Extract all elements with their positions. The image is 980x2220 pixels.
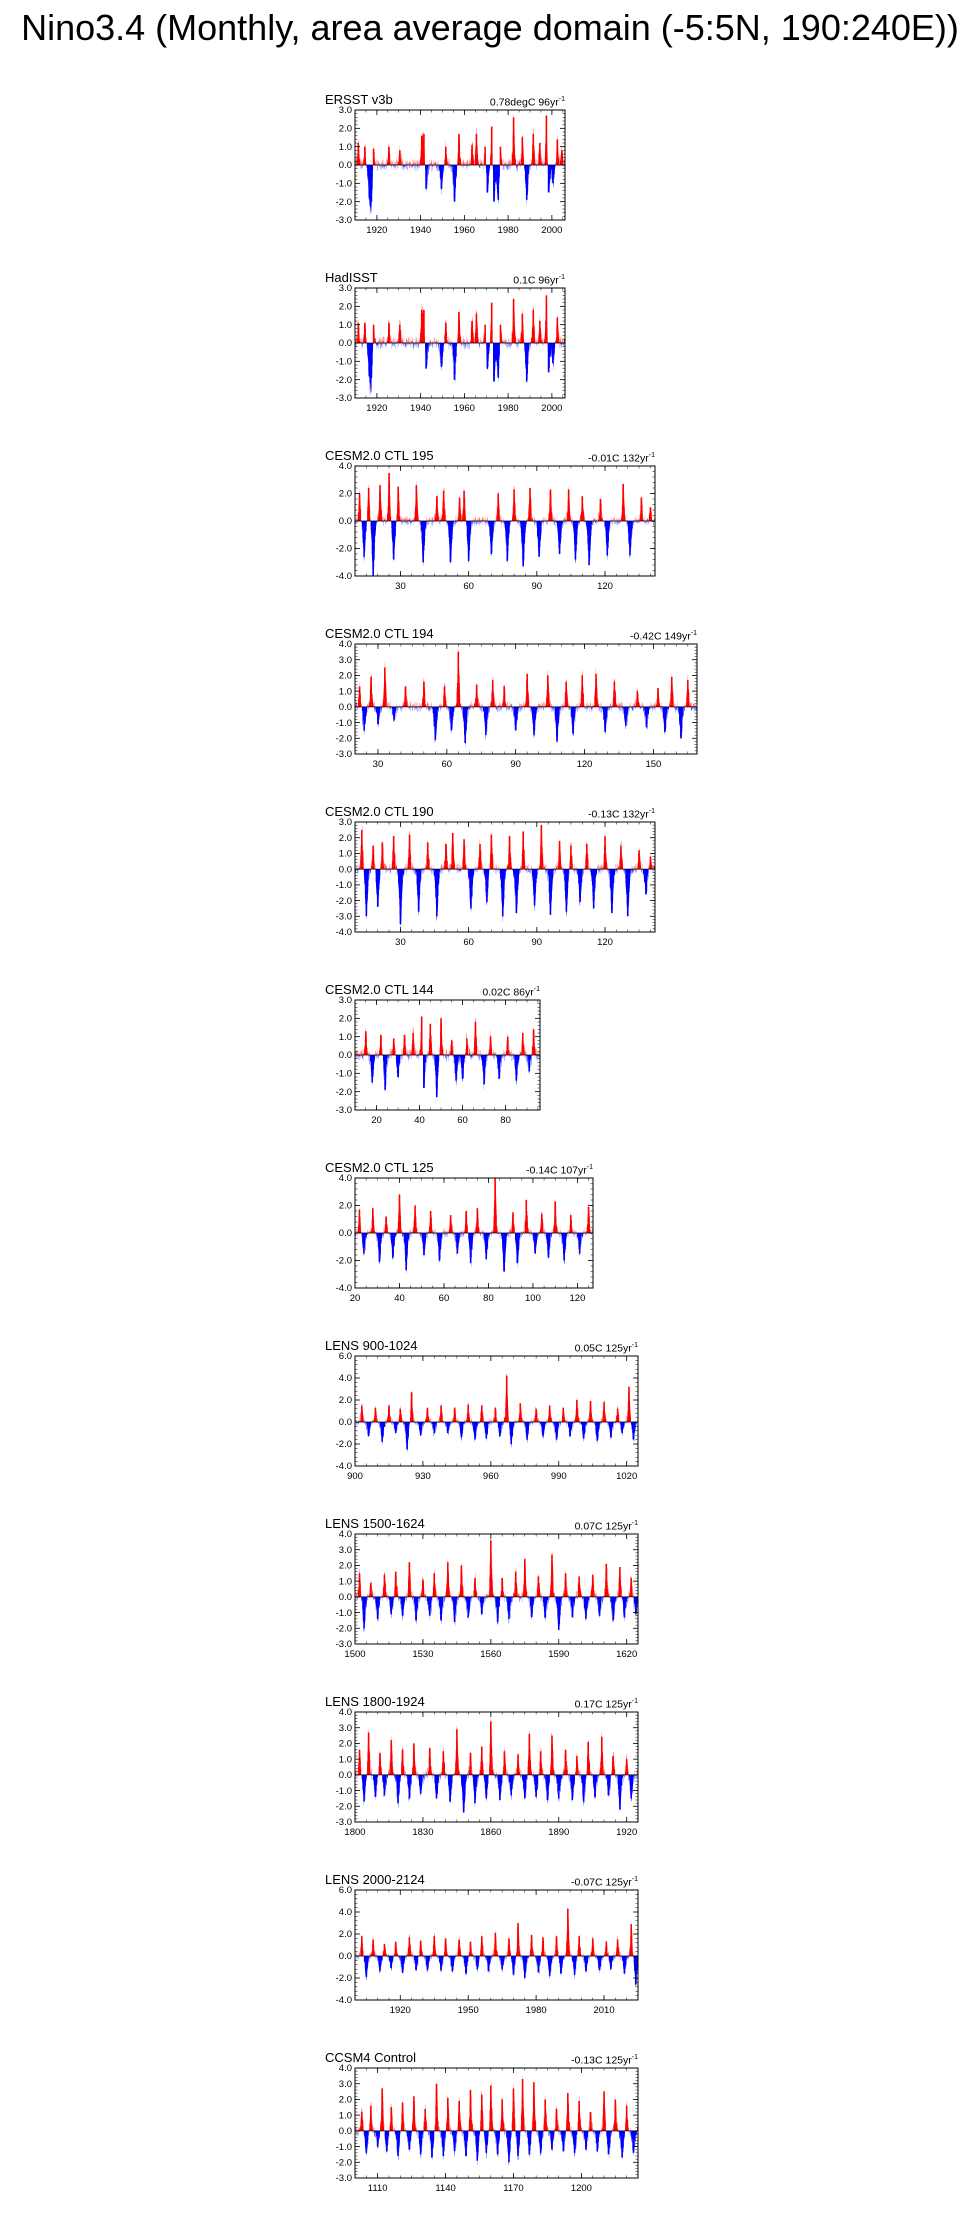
chart-plot [325, 1529, 646, 1660]
panel-title: CESM2.0 CTL 144 [325, 982, 434, 997]
panel-stat-text: -0.01C 132yr [588, 452, 649, 465]
x-tick-label: 1920 [366, 225, 388, 236]
negative-bars [355, 343, 565, 394]
y-tick-label: 1.0 [338, 1031, 352, 1043]
x-tick-label: 1560 [480, 1649, 502, 1660]
positive-anomaly-bars [355, 1907, 633, 1956]
x-tick-label: 930 [414, 1471, 431, 1482]
x-tick-label: 90 [531, 937, 543, 948]
x-tick-label: 60 [463, 937, 474, 948]
x-tick-label: 30 [372, 759, 384, 770]
positive-bars [355, 1178, 593, 1233]
panel-stat-text: 0.02C 86yr [482, 986, 534, 999]
x-tick-label: 1980 [497, 225, 519, 236]
panel-stat-text: -0.13C 132yr [588, 808, 649, 821]
y-tick-label: 0.0 [338, 1951, 352, 1963]
chart-panel [325, 626, 705, 768]
x-tick-label: 1140 [435, 2183, 456, 2194]
panel-stat-exponent: -1 [690, 630, 697, 637]
panel-stat-text: -0.42C 149yr [630, 630, 691, 643]
y-tick-label: 6.0 [338, 1351, 352, 1363]
x-tick-label: 120 [597, 937, 613, 948]
y-tick-label: -4.0 [335, 571, 352, 583]
positive-bars [355, 1539, 633, 1597]
chart-plot [325, 461, 663, 592]
chart-panel [325, 982, 548, 1124]
panel-stat-exponent: -1 [631, 1342, 638, 1349]
chart-panel [325, 1516, 646, 1658]
x-tick-label: 1500 [344, 1649, 366, 1660]
y-tick-label: 4.0 [338, 461, 352, 473]
y-tick-label: 2.0 [338, 2094, 352, 2106]
x-tick-label: 1200 [570, 2183, 592, 2194]
x-tick-label: 2000 [541, 225, 563, 236]
x-tick-label: 60 [441, 759, 453, 770]
y-tick-label: 3.0 [338, 995, 352, 1007]
y-tick-label: -4.0 [335, 1995, 352, 2007]
chart-plot [325, 817, 663, 948]
y-tick-label: -2.0 [335, 1623, 352, 1635]
y-tick-label: 0.0 [338, 1228, 352, 1240]
positive-bars [355, 1907, 633, 1956]
chart-plot [325, 639, 705, 770]
y-tick-label: -2.0 [335, 1973, 352, 1985]
x-tick-label: 60 [457, 1115, 468, 1126]
y-tick-label: 2.0 [338, 1929, 352, 1941]
panel-title: CCSM4 Control [325, 2050, 417, 2065]
y-tick-label: 2.0 [338, 1200, 352, 1212]
x-tick-label: 150 [645, 759, 662, 770]
y-tick-label: -2.0 [335, 374, 352, 386]
page-title: Nino3.4 (Monthly, area average domain (-5:5N, 190:240E)) [21, 7, 959, 48]
chart-panel [325, 270, 573, 412]
panel-stat-exponent: -1 [631, 1876, 638, 1883]
plot-frame [355, 1712, 638, 1822]
panel-stat-exponent: -1 [533, 986, 540, 993]
negative-bars [355, 1422, 638, 1452]
x-tick-label: 1830 [412, 1827, 434, 1838]
x-tick-label: 1890 [548, 1827, 570, 1838]
panel-stat-exponent: -1 [631, 1520, 638, 1527]
y-tick-label: 4.0 [338, 2063, 352, 2075]
y-tick-label: 0.0 [338, 2126, 352, 2138]
y-tick-label: 4.0 [338, 1707, 352, 1719]
x-tick-label: 30 [395, 581, 406, 592]
positive-anomaly-bars [355, 1178, 593, 1233]
y-tick-label: 1.0 [338, 848, 352, 860]
negative-bars [355, 1055, 540, 1098]
panel-stat-text: 0.1C 96yr [513, 274, 559, 287]
y-tick-label: 2.0 [338, 1560, 352, 1572]
y-tick-label: 1.0 [338, 2110, 352, 2122]
x-tick-label: 1800 [344, 1827, 366, 1838]
x-tick-label: 1020 [616, 1471, 638, 1482]
chart-panel [325, 804, 663, 946]
x-tick-label: 80 [500, 1115, 511, 1126]
x-tick-label: 1920 [616, 1827, 638, 1838]
panel-title: LENS 2000-2124 [325, 1872, 425, 1887]
y-tick-label: 2.0 [338, 1013, 352, 1025]
y-tick-label: -1.0 [335, 717, 352, 729]
y-tick-label: 0.0 [338, 1592, 352, 1604]
y-tick-label: 2.0 [338, 123, 352, 135]
event-peaks [360, 1721, 632, 1812]
y-tick-label: -4.0 [335, 1283, 352, 1295]
chart-panel [325, 92, 573, 234]
y-tick-label: 2.0 [338, 1395, 352, 1407]
negative-bars [356, 1956, 638, 1987]
y-tick-label: -2.0 [335, 543, 352, 555]
panel-stat-exponent: -1 [631, 1698, 638, 1705]
x-tick-label: 990 [550, 1471, 567, 1482]
event-peaks [360, 1540, 636, 1630]
x-tick-label: 30 [395, 937, 406, 948]
y-tick-label: 0.0 [338, 338, 352, 350]
negative-anomaly-bars [355, 343, 565, 394]
x-tick-label: 1590 [548, 1649, 570, 1660]
y-tick-label: -1.0 [335, 2141, 352, 2153]
negative-anomaly-bars [355, 1597, 638, 1632]
x-tick-label: 1860 [480, 1827, 502, 1838]
x-tick-label: 1920 [389, 2005, 411, 2016]
x-tick-label: 2000 [541, 403, 563, 414]
positive-bars [355, 2076, 638, 2131]
negative-anomaly-bars [356, 1233, 593, 1273]
panel-title: LENS 1800-1924 [325, 1694, 425, 1709]
y-tick-label: 0.0 [338, 160, 352, 172]
panel-title: ERSST v3b [325, 92, 393, 107]
y-tick-label: 0.0 [338, 1050, 352, 1062]
y-tick-label: -1.0 [335, 1785, 352, 1797]
x-tick-label: 1950 [457, 2005, 479, 2016]
x-tick-label: 60 [463, 581, 474, 592]
y-tick-label: -3.0 [335, 911, 352, 923]
negative-bars [356, 165, 565, 214]
chart-plot [325, 1351, 646, 1482]
positive-bars [355, 473, 655, 521]
x-tick-label: 2010 [593, 2005, 615, 2016]
panel-title: CESM2.0 CTL 125 [325, 1160, 434, 1175]
x-tick-label: 1530 [412, 1649, 434, 1660]
y-tick-label: 2.0 [338, 301, 352, 313]
panel-stat-exponent: -1 [558, 96, 565, 103]
y-tick-label: 2.0 [338, 670, 352, 682]
y-tick-label: 3.0 [338, 817, 352, 829]
x-tick-label: 1960 [453, 225, 475, 236]
y-tick-label: 1.0 [338, 1576, 352, 1588]
plot-frame [355, 2068, 638, 2178]
y-tick-label: 0.0 [338, 1417, 352, 1429]
y-tick-label: -3.0 [335, 215, 352, 227]
x-tick-label: 90 [510, 759, 521, 770]
panel-stat-exponent: -1 [558, 274, 565, 281]
event-peaks [362, 2079, 634, 2162]
panel-stat-text: 0.05C 125yr [574, 1342, 632, 1355]
x-tick-label: 1980 [525, 2005, 547, 2016]
x-tick-label: 80 [483, 1293, 494, 1304]
negative-anomaly-bars [355, 1422, 638, 1452]
y-tick-label: -4.0 [335, 927, 352, 939]
panel-title: HadISST [325, 270, 378, 285]
x-tick-label: 40 [414, 1115, 425, 1126]
x-tick-label: 20 [349, 1293, 361, 1304]
y-tick-label: -3.0 [335, 393, 352, 405]
chart-plot [325, 2063, 646, 2194]
x-tick-label: 960 [482, 1471, 499, 1482]
y-tick-label: 3.0 [338, 105, 352, 117]
positive-anomaly-bars [355, 1539, 633, 1597]
y-tick-label: 3.0 [338, 2078, 352, 2090]
y-tick-label: 4.0 [338, 639, 352, 651]
x-tick-label: 120 [576, 759, 593, 770]
chart-panel [325, 1160, 601, 1302]
panel-title: LENS 900-1024 [325, 1338, 418, 1353]
chart-panel [325, 448, 663, 590]
event-peaks [362, 1909, 636, 1985]
x-tick-label: 1940 [410, 403, 432, 414]
chart-plot [325, 995, 548, 1126]
y-tick-label: -2.0 [335, 1439, 352, 1451]
y-tick-label: -1.0 [335, 1607, 352, 1619]
x-tick-label: 90 [531, 581, 543, 592]
panel-stat-text: -0.14C 107yr [526, 1164, 587, 1177]
y-tick-label: 1.0 [338, 1754, 352, 1766]
chart-plot [325, 1707, 646, 1838]
y-tick-label: 3.0 [338, 1722, 352, 1734]
y-tick-label: 2.0 [338, 488, 352, 500]
y-tick-label: 2.0 [338, 832, 352, 844]
x-tick-label: 1960 [453, 403, 475, 414]
panel-stat-text: 0.78degC 96yr [489, 96, 559, 109]
positive-anomaly-bars [355, 2076, 638, 2131]
panel-stat-exponent: -1 [648, 808, 655, 815]
y-tick-label: 4.0 [338, 1373, 352, 1385]
panel-title: CESM2.0 CTL 195 [325, 448, 434, 463]
x-tick-label: 1940 [410, 225, 432, 236]
y-tick-label: -3.0 [335, 749, 352, 761]
chart-panel [325, 1872, 646, 2014]
y-tick-label: -4.0 [335, 1461, 352, 1473]
chart-plot [325, 1173, 601, 1304]
y-tick-label: 1.0 [338, 686, 352, 698]
y-tick-label: -2.0 [335, 196, 352, 208]
positive-bars [355, 1017, 539, 1055]
y-tick-label: -2.0 [335, 1801, 352, 1813]
event-peaks [362, 1376, 634, 1450]
x-tick-label: 120 [569, 1293, 586, 1304]
y-tick-label: -1.0 [335, 178, 352, 190]
positive-anomaly-bars [355, 1017, 539, 1055]
negative-anomaly-bars [355, 1055, 540, 1098]
y-tick-label: 0.0 [338, 702, 352, 714]
positive-bars [355, 649, 696, 706]
x-tick-label: 1920 [366, 403, 388, 414]
y-tick-label: 4.0 [338, 1173, 352, 1185]
y-tick-label: 1.0 [338, 319, 352, 331]
x-tick-label: 1170 [503, 2183, 524, 2194]
positive-anomaly-bars [355, 473, 655, 521]
y-tick-label: -2.0 [335, 1086, 352, 1098]
positive-bars [355, 823, 654, 869]
panel-stat-text: -0.13C 125yr [571, 2054, 632, 2067]
y-tick-label: -3.0 [335, 1639, 352, 1651]
chart-panel [325, 1338, 646, 1480]
panel-stat-text: -0.07C 125yr [571, 1876, 632, 1889]
panel-stat-exponent: -1 [586, 1164, 593, 1171]
y-tick-label: 0.0 [338, 864, 352, 876]
y-tick-label: -3.0 [335, 1817, 352, 1829]
negative-anomaly-bars [356, 1956, 638, 1987]
y-tick-label: 1.0 [338, 141, 352, 153]
negative-bars [355, 1597, 638, 1632]
y-tick-label: -3.0 [335, 2173, 352, 2185]
x-tick-label: 60 [438, 1293, 450, 1304]
positive-bars [355, 1374, 637, 1422]
y-tick-label: 0.0 [338, 516, 352, 528]
panel-title: LENS 1500-1624 [325, 1516, 425, 1531]
y-tick-label: 3.0 [338, 283, 352, 295]
panel-title: CESM2.0 CTL 190 [325, 804, 434, 819]
positive-anomaly-bars [355, 1374, 637, 1422]
y-tick-label: 4.0 [338, 1529, 352, 1541]
x-tick-label: 40 [394, 1293, 405, 1304]
chart-plot [325, 105, 573, 236]
y-tick-label: -1.0 [335, 1068, 352, 1080]
panel-stat-text: 0.17C 125yr [574, 1698, 632, 1711]
positive-anomaly-bars [355, 1719, 638, 1775]
x-tick-label: 1980 [497, 403, 519, 414]
panel-title: CESM2.0 CTL 194 [325, 626, 434, 641]
chart-panel [325, 1694, 646, 1836]
panel-stat-exponent: -1 [648, 452, 655, 459]
y-tick-label: -2.0 [335, 1255, 352, 1267]
negative-bars [356, 521, 655, 576]
negative-anomaly-bars [356, 165, 565, 214]
y-tick-label: 6.0 [338, 1885, 352, 1897]
negative-anomaly-bars [356, 521, 655, 576]
y-tick-label: 3.0 [338, 1544, 352, 1556]
y-tick-label: -3.0 [335, 1105, 352, 1117]
positive-anomaly-bars [355, 649, 696, 706]
y-tick-label: -2.0 [335, 2157, 352, 2169]
y-tick-label: 0.0 [338, 1770, 352, 1782]
x-tick-label: 20 [371, 1115, 382, 1126]
event-peaks [362, 825, 651, 924]
x-tick-label: 1620 [616, 1649, 638, 1660]
chart-panel [325, 2050, 646, 2192]
y-tick-label: 2.0 [338, 1738, 352, 1750]
x-tick-label: 120 [597, 581, 613, 592]
x-tick-label: 1110 [367, 2183, 388, 2194]
positive-bars [355, 1719, 638, 1775]
panel-stat-text: 0.07C 125yr [574, 1520, 632, 1533]
positive-anomaly-bars [355, 823, 654, 869]
y-tick-label: -2.0 [335, 733, 352, 745]
y-tick-label: 4.0 [338, 1907, 352, 1919]
chart-plot [325, 283, 573, 414]
negative-bars [356, 1233, 593, 1273]
y-tick-label: -2.0 [335, 895, 352, 907]
x-tick-label: 100 [525, 1293, 541, 1304]
y-tick-label: 3.0 [338, 654, 352, 666]
x-tick-label: 900 [347, 1471, 363, 1482]
y-tick-label: -1.0 [335, 880, 352, 892]
y-tick-label: -1.0 [335, 356, 352, 368]
panel-stat-exponent: -1 [631, 2054, 638, 2061]
chart-plot [325, 1885, 646, 2016]
